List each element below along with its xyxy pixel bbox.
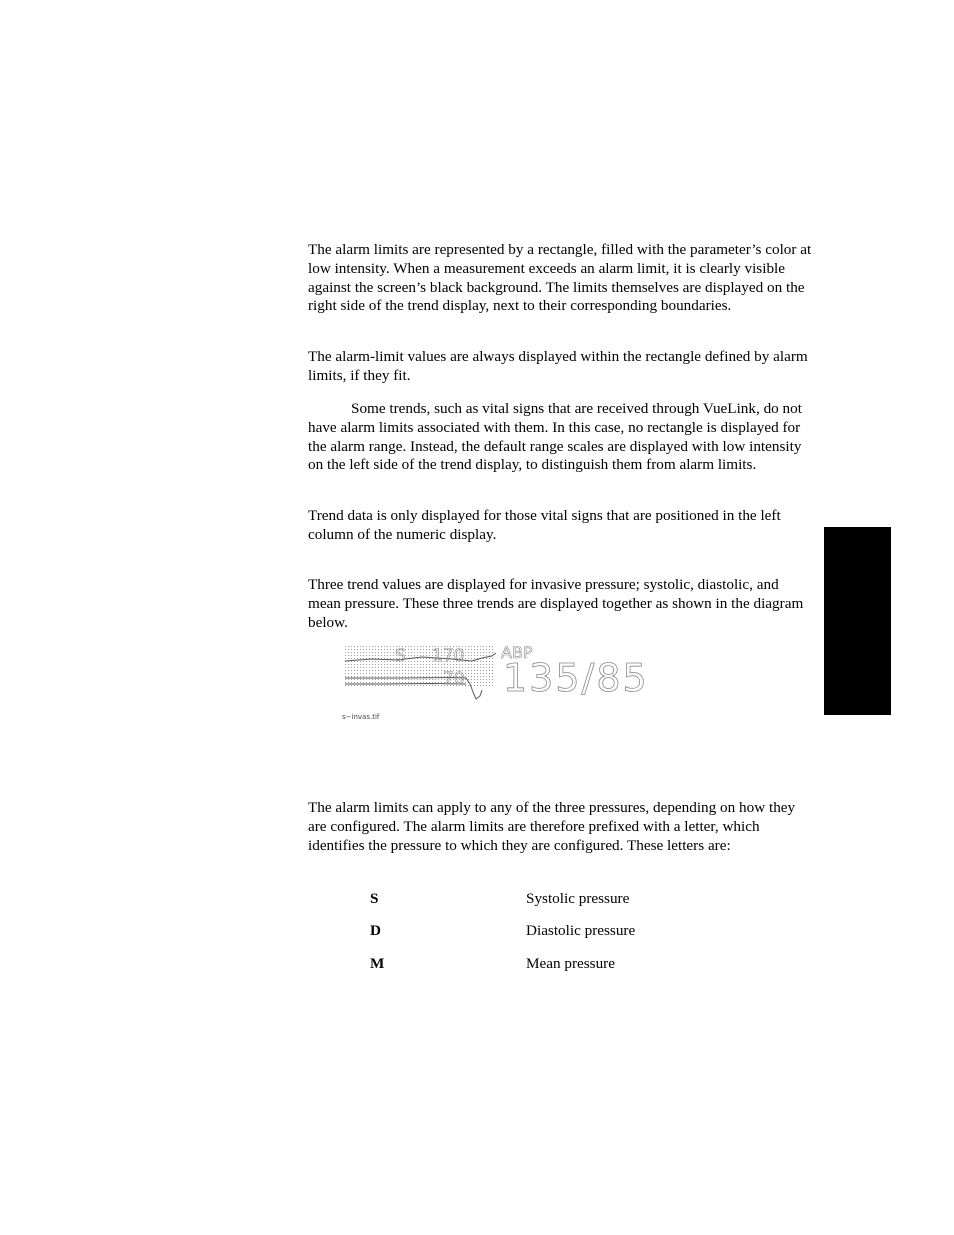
figure-upper-limit: 170 (432, 646, 465, 666)
letter-description: Systolic pressure (526, 890, 630, 907)
letter-code: S (370, 890, 379, 907)
letter-row-systolic (370, 890, 790, 910)
letter-description: Mean pressure (526, 955, 615, 972)
invasive-pressure-trend-figure (342, 640, 652, 706)
paragraph-alarm-limits-rectangle: The alarm limits are represented by a rectangle, filled with the parameter’s color at low intensity. When a measurement exceeds an alarm limit, it is clearly visible against the screen’s black background. The limits themselves are displayed on the right side of the trend display, next to their corresponding boundaries. (308, 241, 812, 315)
trend-display-diagram (342, 640, 652, 706)
paragraph-alarm-limit-values: The alarm-limit values are always displayed within the rectangle defined by alarm limits, if they fit. (308, 348, 808, 384)
letter-description: Diastolic pressure (526, 922, 636, 939)
letter-row-mean (370, 955, 790, 975)
figure-numeric-value: 135/85 (503, 656, 649, 700)
figure-parameter-label: ABP (501, 643, 533, 662)
figure-caption: s−invas.tif (342, 713, 380, 721)
figure-prefix-label: S (395, 646, 406, 666)
chapter-thumb-tab (824, 527, 891, 715)
alarm-limit-rectangle (345, 644, 493, 688)
paragraph-trend-data-left-column: Trend data is only displayed for those vital signs that are positioned in the left column of the numeric display. (308, 507, 781, 543)
letter-row-diastolic (370, 922, 790, 942)
paragraph-vuelink-trends: Some trends, such as vital signs that are received through VueLink, do not have alarm limits associated with them. In this case, no rectangle is displayed for the alarm range. Instead, the default range scales are displayed with low intensity on the left side of the trend display, to distinguish them from alarm limits. (308, 400, 802, 474)
letter-code: M (370, 955, 385, 972)
paragraph-alarm-limit-prefix: The alarm limits can apply to any of the three pressures, depending on how they are configured. The alarm limits are therefore prefixed with a letter, which identifies the pressure to which they are configured. These letters are: (308, 799, 796, 854)
letter-code: D (370, 922, 381, 939)
paragraph-invasive-pressure: Three trend values are displayed for invasive pressure; systolic, diastolic, and mean pressure. These three trends are displayed together as shown in the diagram below. (308, 576, 804, 631)
figure-lower-limit: 70 (443, 669, 465, 689)
